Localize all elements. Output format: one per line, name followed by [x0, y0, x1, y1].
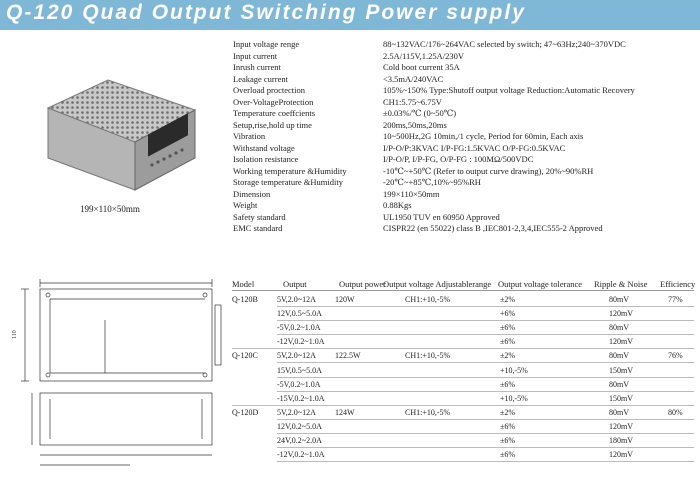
dimension-drawing	[10, 275, 225, 475]
column-header-model: Model	[232, 279, 255, 289]
spec-label: Dimension	[233, 188, 271, 199]
spec-value: I/P-O/P:3KVAC I/P-FG:1.5KVAC O/P-FG:0.5KVAC	[383, 142, 566, 153]
cell-tol: ±2%	[500, 351, 516, 361]
column-header-output: Output	[283, 279, 307, 289]
spec-value: 88~132VAC/176~264VAC selected by switch; 47~63Hz;240~370VDC	[383, 39, 626, 49]
cell-ripple: 150mV	[609, 393, 633, 403]
spec-label: Input current	[233, 50, 278, 61]
cell-tol: +10,-5%	[500, 393, 528, 403]
spec-value: CH1:5.75~6.75V	[383, 96, 442, 107]
spec-value: UL1950 TUV en 60950 Approved	[383, 211, 500, 222]
spec-label: Storage temperature &Humidity	[233, 177, 343, 187]
row-divider	[277, 391, 694, 392]
cell-output: 12V,0.2~5.0A	[277, 421, 322, 431]
cell-output: -12V,0.2~1.0A	[277, 450, 325, 460]
header-divider	[232, 290, 694, 291]
cell-ripple: 80mV	[609, 295, 629, 304]
cell-eff: 76%	[668, 351, 683, 361]
row-divider	[277, 419, 694, 420]
spec-label: Vibration	[233, 131, 266, 141]
row-divider	[232, 348, 694, 349]
cell-power: 122.5W	[335, 351, 361, 361]
cell-tol: +10,-5%	[500, 365, 528, 375]
page-title: Q-120 Quad Output Switching Power supply	[6, 1, 526, 24]
cell-ripple: 80mV	[609, 407, 629, 417]
cell-eff: 80%	[668, 407, 683, 417]
cell-output: 5V,2.0~12A	[277, 295, 316, 304]
spec-label: Overload proctection	[233, 85, 305, 95]
cell-model: Q-120D	[232, 407, 259, 417]
cell-tol: ±6%	[500, 450, 516, 460]
cell-output: -5V,0.2~1.0A	[277, 379, 321, 389]
dim-110-label: 110	[12, 330, 18, 339]
title-banner	[0, 0, 700, 30]
row-divider	[277, 334, 694, 335]
cell-output: -12V,0.2~1.0A	[277, 337, 325, 347]
spec-value: -10℃~+50℃ (Refer to output curve drawing), 20%~90%RH	[383, 165, 594, 176]
spec-value: 2.5A/115V,1.25A/230V	[383, 50, 464, 61]
cell-output: 12V,0.5~5.0A	[277, 309, 322, 319]
spec-value: <3.5mA/240VAC	[383, 73, 444, 84]
cell-model: Q-120C	[232, 351, 258, 361]
cell-output: 15V,0.5~5.0A	[277, 365, 322, 375]
spec-label: Temperature coeffcients	[233, 108, 316, 118]
spec-label: Isolation resistance	[233, 154, 299, 164]
spec-label: Input voltage renge	[233, 39, 300, 49]
cell-adj: CH1:+10,-5%	[405, 351, 451, 361]
spec-label: Inrush current	[233, 62, 281, 72]
spec-value: ±0.03%/℃ (0~50℃)	[383, 108, 457, 118]
cell-tol: ±6%	[500, 323, 516, 333]
spec-value: Cold boot current 35A	[383, 62, 460, 72]
cell-adj: CH1:+10,-5%	[405, 295, 451, 304]
cell-output: 5V,2.0~12A	[277, 407, 316, 417]
cell-power: 124W	[335, 407, 355, 417]
spec-value: 199×110×50mm	[383, 188, 440, 199]
spec-value: 105%~150% Type:Shutoff output voltage Reduction:Automatic Recovery	[383, 85, 635, 95]
column-header-adj: Output voltage Adjustablerange	[383, 279, 492, 289]
spec-label: EMC standard	[233, 223, 283, 233]
spec-value: 200ms,50ms,20ms	[383, 119, 447, 130]
cell-tol: ±6%	[500, 337, 516, 347]
cell-model: Q-120B	[232, 295, 258, 304]
cell-ripple: 80mV	[609, 351, 629, 361]
column-header-power: Output power	[339, 279, 386, 289]
cell-ripple: 120mV	[609, 421, 633, 431]
cell-output: -15V,0.2~1.0A	[277, 393, 325, 403]
row-divider	[232, 405, 694, 406]
spec-label: Setup,rise,hold up time	[233, 119, 312, 130]
spec-value: 10~500Hz,2G 10min,/1 cycle, Period for 60min, Each axis	[383, 131, 584, 141]
dimension-caption: 199×110×50mm	[80, 204, 140, 214]
row-divider	[277, 461, 694, 462]
cell-output: -5V,0.2~1.0A	[277, 323, 321, 333]
cell-tol: +6%	[500, 309, 516, 319]
row-divider	[277, 433, 694, 434]
cell-ripple: 120mV	[609, 450, 633, 460]
cell-ripple: 80mV	[609, 323, 629, 333]
row-divider	[277, 377, 694, 378]
spec-label: Leakage current	[233, 73, 288, 84]
cell-tol: ±6%	[500, 421, 516, 431]
cell-eff: 77%	[668, 295, 683, 304]
product-photo	[40, 70, 200, 195]
spec-label: Safety standard	[233, 211, 286, 222]
cell-ripple: 180mV	[609, 436, 633, 445]
spec-value: CISPR22 (en 55022) class B ,IEC801-2,3,4,IEC555-2 Approved	[383, 223, 603, 233]
spec-label: Weight	[233, 200, 258, 210]
spec-value: -20℃~+85℃,10%~95%RH	[383, 177, 481, 187]
row-divider	[277, 306, 694, 307]
column-header-eff: Efficiency	[660, 279, 696, 289]
row-divider	[277, 320, 694, 321]
spec-label: Over-VoltageProtection	[233, 96, 314, 107]
cell-tol: ±6%	[500, 379, 516, 389]
cell-output: 5V,2.0~12A	[277, 351, 316, 361]
cell-adj: CH1:+10,-5%	[405, 407, 451, 417]
cell-ripple: 120mV	[609, 337, 633, 347]
cell-tol: ±2%	[500, 407, 516, 417]
row-divider	[277, 447, 694, 448]
row-divider	[277, 362, 694, 363]
spec-label: Working temperature &Humidity	[233, 165, 347, 176]
cell-ripple: 120mV	[609, 309, 633, 319]
column-header-tol: Output voltage tolerance	[498, 279, 583, 289]
spec-value: I/P-O/P, I/P-FG, O/P-FG : 100MΩ/500VDC	[383, 154, 534, 164]
spec-value: 0.88Kgs	[383, 200, 412, 210]
column-header-ripple: Ripple & Noise	[594, 279, 648, 289]
cell-tol: ±6%	[500, 436, 516, 445]
cell-ripple: 150mV	[609, 365, 633, 375]
cell-output: 24V,0.2~2.0A	[277, 436, 322, 445]
spec-label: Withstand voltage	[233, 142, 295, 153]
cell-ripple: 80mV	[609, 379, 629, 389]
cell-power: 120W	[335, 295, 355, 304]
cell-tol: ±2%	[500, 295, 516, 304]
